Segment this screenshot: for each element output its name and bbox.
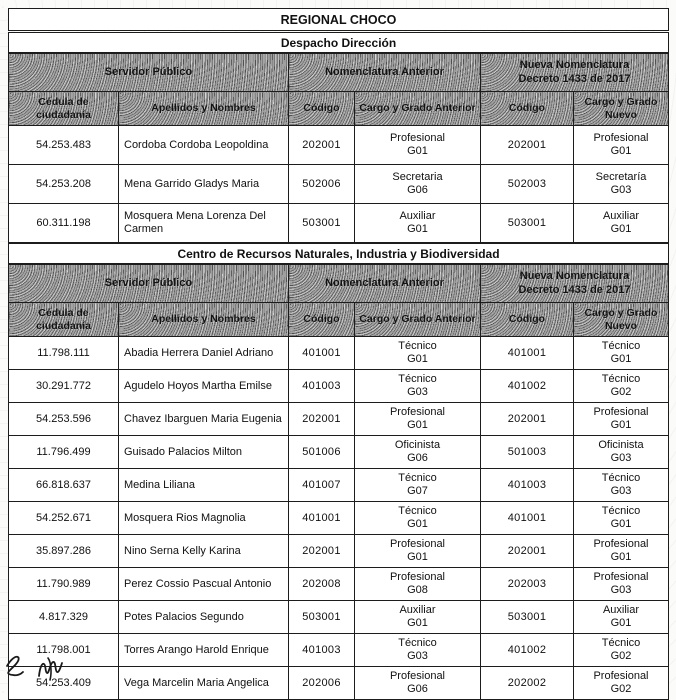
cargo-anterior-cell [355, 337, 481, 370]
cedula-cell: 54.253.483 [9, 126, 119, 165]
nombre-cell: Guisado Palacios Milton [119, 436, 289, 469]
table-row [9, 303, 669, 337]
codigo-anterior-cell: 401007 [289, 469, 355, 502]
table-row [9, 53, 669, 92]
handwritten-scribble-icon [1, 650, 121, 684]
cargo-nuevo-cell [574, 126, 669, 165]
grado-text: G03 [407, 386, 428, 398]
cargo-nuevo-cell [574, 469, 669, 502]
cargo-text: Profesional [389, 406, 446, 419]
header-nomenclatura-anterior: Nomenclatura Anterior [289, 53, 481, 92]
codigo-nuevo-cell: 503001 [481, 204, 574, 244]
grado-text: G08 [407, 584, 428, 596]
cargo-nuevo-cell [574, 535, 669, 568]
codigo-nuevo-cell: 501003 [481, 436, 574, 469]
grado-text: G01 [407, 353, 428, 365]
nombre-cell: Mena Garrido Gladys Maria [119, 165, 289, 204]
cargo-nuevo-cell [574, 370, 669, 403]
cargo-anterior-cell [355, 667, 481, 700]
colheader-codigo-anterior: Código [289, 92, 355, 126]
grado-text: G03 [610, 184, 632, 196]
codigo-anterior-cell: 202001 [289, 403, 355, 436]
nombre-cell: Perez Cossio Pascual Antonio [119, 568, 289, 601]
nombre-cell: Torres Arango Harold Enrique [119, 634, 289, 667]
codigo-nuevo-cell: 503001 [481, 601, 574, 634]
cargo-text: Profesional [389, 132, 446, 145]
nombre-cell: Vega Marcelin Maria Angelica [119, 667, 289, 700]
cargo-anterior-cell [355, 601, 481, 634]
header-nueva-nomenclatura [481, 53, 669, 92]
cargo-text: Profesional [389, 670, 446, 683]
grado-text: G01 [407, 518, 428, 530]
cargo-text: Técnico [398, 340, 437, 353]
grado-text: G06 [407, 683, 428, 695]
cedula-cell: 54.253.409 [9, 667, 119, 700]
table-row [9, 403, 669, 436]
cedula-cell: 54.253.208 [9, 165, 119, 204]
table-row [9, 436, 669, 469]
cargo-text: Auxiliar [602, 210, 640, 223]
table-row [9, 9, 669, 32]
codigo-anterior-cell: 202001 [289, 535, 355, 568]
nombre-cell: Abadia Herrera Daniel Adriano [119, 337, 289, 370]
table-row [9, 370, 669, 403]
colheader-cargo-grado-anterior: Cargo y Grado Anterior [355, 303, 481, 337]
table-row [9, 601, 669, 634]
grado-text: G03 [610, 485, 632, 497]
grado-text: G01 [610, 419, 632, 431]
cargo-nuevo-cell [574, 502, 669, 535]
cargo-text: Auxiliar [399, 604, 436, 617]
codigo-anterior-cell: 401003 [289, 370, 355, 403]
grado-text: G06 [407, 452, 428, 464]
codigo-anterior-cell: 202001 [289, 126, 355, 165]
codigo-nuevo-cell: 202001 [481, 126, 574, 165]
cargo-anterior-cell [355, 126, 481, 165]
nombre-cell: Potes Palacios Segundo [119, 601, 289, 634]
cargo-text: Profesional [593, 538, 649, 551]
cargo-text: Técnico [601, 505, 641, 518]
codigo-nuevo-cell: 401003 [481, 469, 574, 502]
cargo-text: Profesional [389, 538, 446, 551]
colheader-codigo-anterior: Código [289, 303, 355, 337]
cargo-text: Profesional [593, 406, 649, 419]
cargo-text: Técnico [601, 340, 641, 353]
table-row [9, 469, 669, 502]
grado-text: G01 [610, 145, 632, 157]
cargo-text: Técnico [601, 637, 641, 650]
grado-text: G01 [407, 223, 428, 235]
cargo-anterior-cell [355, 535, 481, 568]
codigo-nuevo-cell: 502003 [481, 165, 574, 204]
cedula-cell: 30.291.772 [9, 370, 119, 403]
grado-text: G02 [610, 650, 632, 662]
header-nueva-nomenclatura-line2: Decreto 1433 de 2017 [518, 283, 631, 296]
header-nueva-nomenclatura-line2: Decreto 1433 de 2017 [518, 72, 631, 85]
cedula-cell: 11.798.001 [9, 634, 119, 667]
cedula-cell: 54.253.596 [9, 403, 119, 436]
cargo-anterior-cell [355, 436, 481, 469]
cargo-text: Técnico [601, 472, 641, 485]
codigo-nuevo-cell: 401001 [481, 337, 574, 370]
codigo-nuevo-cell: 202002 [481, 667, 574, 700]
codigo-anterior-cell: 502006 [289, 165, 355, 204]
codigo-anterior-cell: 401001 [289, 502, 355, 535]
cargo-text: Técnico [601, 373, 641, 386]
grado-text: G03 [610, 452, 632, 464]
colheader-cedula: Cédula de ciudadanía [9, 92, 119, 126]
cargo-nuevo-cell [574, 568, 669, 601]
section-title-despacho: Despacho Dirección [9, 32, 669, 54]
header-nueva-nomenclatura-line1: Nueva Nomenclatura [519, 58, 630, 71]
nombre-cell: Agudelo Hoyos Martha Emilse [119, 370, 289, 403]
nomenclature-table [8, 8, 669, 700]
cedula-cell: 60.311.198 [9, 204, 119, 244]
grado-text: G06 [407, 184, 428, 196]
header-nomenclatura-anterior: Nomenclatura Anterior [289, 264, 481, 303]
cargo-text: Profesional [389, 571, 446, 584]
codigo-anterior-cell: 202006 [289, 667, 355, 700]
nombre-cell: Mosquera Mena Lorenza Del Carmen [119, 204, 289, 244]
cargo-anterior-cell [355, 469, 481, 502]
grado-text: G01 [610, 353, 632, 365]
cargo-nuevo-cell [574, 204, 669, 244]
grado-text: G01 [407, 617, 428, 629]
cargo-text: Profesional [593, 670, 649, 683]
cargo-nuevo-cell [574, 436, 669, 469]
header-servidor-publico: Servidor Público [9, 53, 289, 92]
codigo-anterior-cell: 202008 [289, 568, 355, 601]
table-row [9, 204, 669, 244]
cargo-nuevo-cell [574, 337, 669, 370]
colheader-codigo-nuevo: Código [481, 92, 574, 126]
grado-text: G07 [407, 485, 428, 497]
grado-text: G01 [407, 419, 428, 431]
grado-text: G01 [610, 551, 632, 563]
nombre-cell: Mosquera Rios Magnolia [119, 502, 289, 535]
grado-text: G02 [610, 683, 632, 695]
grado-text: G01 [610, 518, 632, 530]
table-row [9, 264, 669, 303]
cargo-anterior-cell [355, 634, 481, 667]
cedula-cell: 66.818.637 [9, 469, 119, 502]
cargo-nuevo-cell [574, 634, 669, 667]
cargo-anterior-cell [355, 204, 481, 244]
codigo-anterior-cell: 401003 [289, 634, 355, 667]
cargo-nuevo-cell [574, 403, 669, 436]
cargo-nuevo-cell [574, 165, 669, 204]
table-row [9, 535, 669, 568]
nombre-cell: Medina Liliana [119, 469, 289, 502]
cargo-anterior-cell [355, 370, 481, 403]
grado-text: G03 [610, 584, 632, 596]
table-row [9, 126, 669, 165]
cargo-anterior-cell [355, 502, 481, 535]
table-row [9, 32, 669, 54]
cargo-anterior-cell [355, 165, 481, 204]
table-row [9, 243, 669, 264]
cargo-text: Oficinista [394, 439, 441, 452]
cargo-nuevo-cell [574, 601, 669, 634]
table-row [9, 92, 669, 126]
codigo-anterior-cell: 503001 [289, 601, 355, 634]
grado-text: G01 [610, 617, 632, 629]
codigo-nuevo-cell: 401002 [481, 634, 574, 667]
cedula-cell: 11.796.499 [9, 436, 119, 469]
codigo-anterior-cell: 503001 [289, 204, 355, 244]
grado-text: G03 [407, 650, 428, 662]
cedula-cell: 11.798.111 [9, 337, 119, 370]
colheader-codigo-nuevo: Código [481, 303, 574, 337]
nombre-cell: Nino Serna Kelly Karina [119, 535, 289, 568]
table-row [9, 502, 669, 535]
codigo-anterior-cell: 501006 [289, 436, 355, 469]
header-nueva-nomenclatura [481, 264, 669, 303]
cargo-text: Auxiliar [399, 210, 436, 223]
colheader-cedula: Cédula de ciudadanía [9, 303, 119, 337]
page-title: REGIONAL CHOCO [9, 9, 669, 32]
cedula-cell: 54.252.671 [9, 502, 119, 535]
codigo-nuevo-cell: 401001 [481, 502, 574, 535]
cargo-text: Técnico [398, 472, 437, 485]
cargo-text: Oficinista [598, 439, 644, 452]
codigo-nuevo-cell: 202001 [481, 535, 574, 568]
cargo-text: Profesional [593, 132, 649, 145]
cargo-text: Profesional [593, 571, 649, 584]
grado-text: G02 [610, 386, 632, 398]
cedula-cell: 35.897.286 [9, 535, 119, 568]
cargo-nuevo-cell [574, 667, 669, 700]
codigo-nuevo-cell: 401002 [481, 370, 574, 403]
colheader-apellidos-nombres: Apellidos y Nombres [119, 303, 289, 337]
colheader-cargo-grado-nuevo: Cargo y Grado Nuevo [574, 303, 669, 337]
codigo-anterior-cell: 401001 [289, 337, 355, 370]
section-title-centro: Centro de Recursos Naturales, Industria y Biodiversidad [9, 243, 669, 264]
cargo-text: Auxiliar [602, 604, 640, 617]
cargo-anterior-cell [355, 403, 481, 436]
nombre-cell: Chavez Ibarguen Maria Eugenia [119, 403, 289, 436]
cargo-anterior-cell [355, 568, 481, 601]
cedula-cell: 11.790.989 [9, 568, 119, 601]
cargo-text: Técnico [398, 637, 437, 650]
table-row [9, 165, 669, 204]
colheader-apellidos-nombres: Apellidos y Nombres [119, 92, 289, 126]
codigo-nuevo-cell: 202003 [481, 568, 574, 601]
grado-text: G01 [407, 145, 428, 157]
cargo-text: Secretaría [595, 171, 647, 184]
cargo-text: Secretaria [392, 171, 443, 184]
table-row [9, 337, 669, 370]
grado-text: G01 [407, 551, 428, 563]
colheader-cargo-grado-nuevo: Cargo y Grado Nuevo [574, 92, 669, 126]
nombre-cell: Cordoba Cordoba Leopoldina [119, 126, 289, 165]
cedula-cell: 4.817.329 [9, 601, 119, 634]
cargo-text: Técnico [398, 505, 437, 518]
header-servidor-publico: Servidor Público [9, 264, 289, 303]
cargo-text: Técnico [398, 373, 437, 386]
codigo-nuevo-cell: 202001 [481, 403, 574, 436]
grado-text: G01 [610, 223, 632, 235]
colheader-cargo-grado-anterior: Cargo y Grado Anterior [355, 92, 481, 126]
table-row [9, 568, 669, 601]
header-nueva-nomenclatura-line1: Nueva Nomenclatura [519, 269, 630, 282]
